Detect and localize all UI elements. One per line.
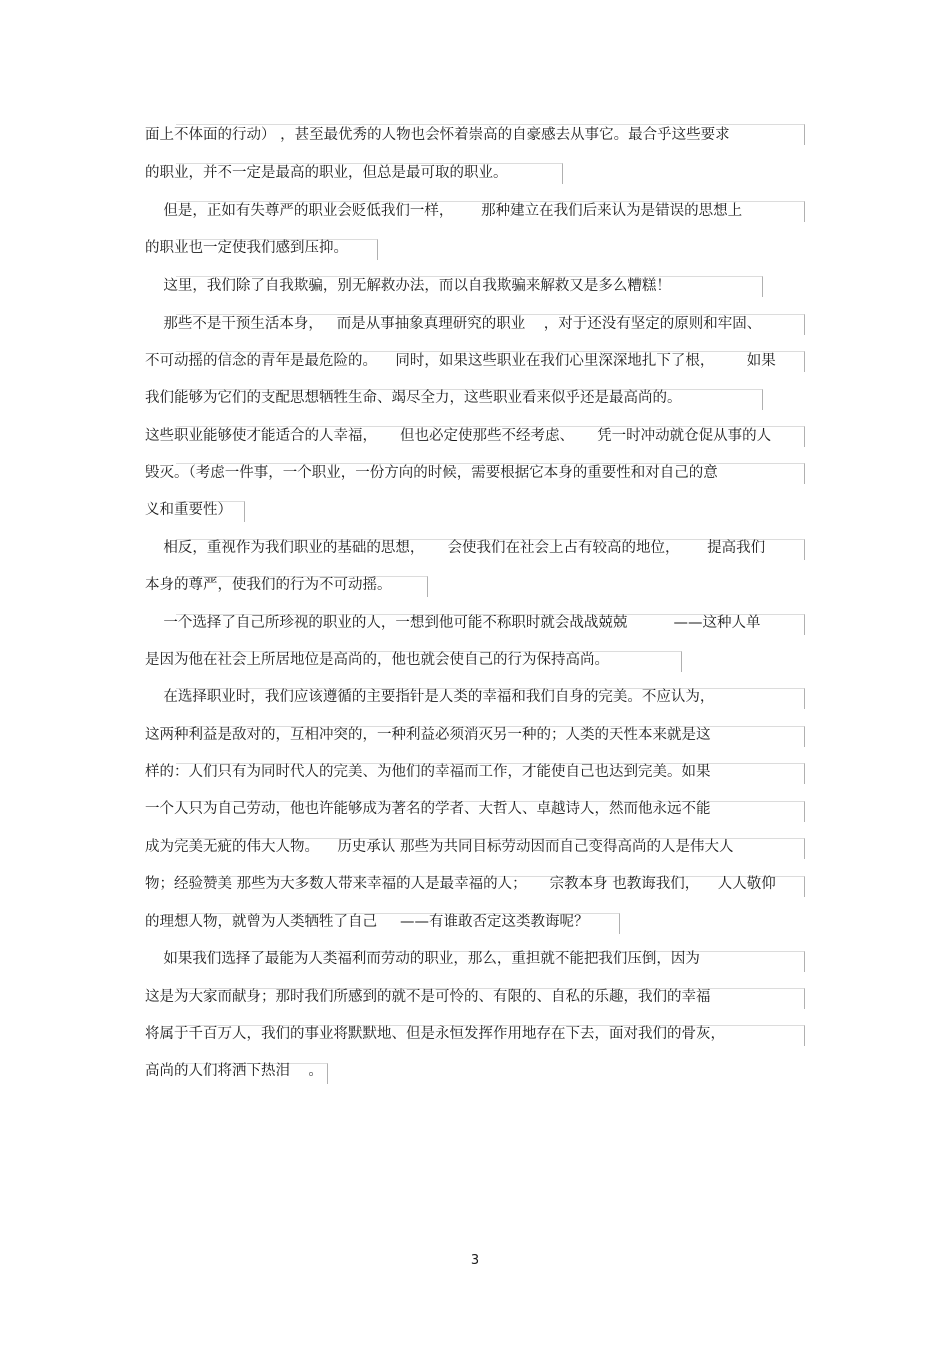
text-line: 的理想人物，就曾为人类牺牲了自己 ——有谁敢否定这类教诲呢？ [145, 914, 589, 930]
text-line: 的职业，并不一定是最高的职业，但总是最可取的职业。 [145, 165, 508, 181]
text-line: 不可动摇的信念的青年是最危险的。 同时，如果这些职业在我们心里深深地扎下了根， 如果 [145, 353, 776, 369]
page-number: 3 [470, 1253, 480, 1268]
text-line: 这里，我们除了自我欺骗，别无解救办法，而以自我欺骗来解救又是多么糟糕！ [145, 278, 671, 294]
text-line: 成为完美无疵的伟大人物。 历史承认 那些为共同目标劳动因而自己变得高尚的人是伟大人 [145, 839, 734, 855]
text-line: 一个人只为自己劳动，他也许能够成为著名的学者、大哲人、卓越诗人，然而他永远不能 [145, 801, 711, 817]
text-line: 这两种利益是敌对的，互相冲突的，一种利益必须消灭另一种的；人类的天性本来就是这 [145, 727, 711, 743]
text-line: 但是，正如有失尊严的职业会贬低我们一样， 那种建立在我们后来认为是错误的思想上 [145, 203, 743, 219]
text-line: 这是为大家而献身；那时我们所感到的就不是可怜的、有限的、自私的乐趣，我们的幸福 [145, 989, 711, 1005]
text-line: 本身的尊严，使我们的行为不可动摇。 [145, 577, 392, 593]
text-line: 毁灭。（考虑一件事，一个职业，一份方向的时候，需要根据它本身的重要性和对自己的意 [145, 465, 718, 481]
text-line: 如果我们选择了最能为人类福利而劳动的职业，那么，重担就不能把我们压倒，因为 [145, 951, 700, 967]
text-line: 义和重要性） [145, 502, 232, 518]
text-line: 将属于千百万人，我们的事业将默默地、但是永恒发挥作用地存在下去，面对我们的骨灰， [145, 1026, 725, 1042]
text-line: 一个选择了自己所珍视的职业的人，一想到他可能不称职时就会战战兢兢 ——这种人单 [145, 615, 761, 631]
text-line: 的职业也一定使我们感到压抑。 [145, 240, 348, 256]
text-line: 是因为他在社会上所居地位是高尚的，他也就会使自己的行为保持高尚。 [145, 652, 609, 668]
text-line: 那些不是干预生活本身， 而是从事抽象真理研究的职业 ，对于还没有坚定的原则和牢固、 [145, 316, 762, 332]
text-line: 这些职业能够使才能适合的人幸福， 但也必定使那些不经考虑、 凭一时冲动就仓促从事的人 [145, 428, 772, 444]
text-line: 面上不体面的行动） ，甚至最优秀的人物也会怀着崇高的自豪感去从事它。最合乎这些要求 [145, 127, 730, 143]
text-line: 在选择职业时，我们应该遵循的主要指针是人类的幸福和我们自身的完美。不应认为， [145, 689, 715, 705]
text-line: 高尚的人们将洒下热泪 。 [145, 1063, 323, 1079]
text-line: 物；经验赞美 那些为大多数人带来幸福的人是最幸福的人； 宗教本身 也教诲我们， 人人敬仰 [145, 876, 776, 892]
text-line: 我们能够为它们的支配思想牺牲生命、竭尽全力，这些职业看来似乎还是最高尚的。 [145, 390, 682, 406]
text-line: 相反，重视作为我们职业的基础的思想， 会使我们在社会上占有较高的地位， 提高我们 [145, 540, 766, 556]
text-line: 样的：人们只有为同时代人的完美、为他们的幸福而工作，才能使自己也达到完美。如果 [145, 764, 711, 780]
